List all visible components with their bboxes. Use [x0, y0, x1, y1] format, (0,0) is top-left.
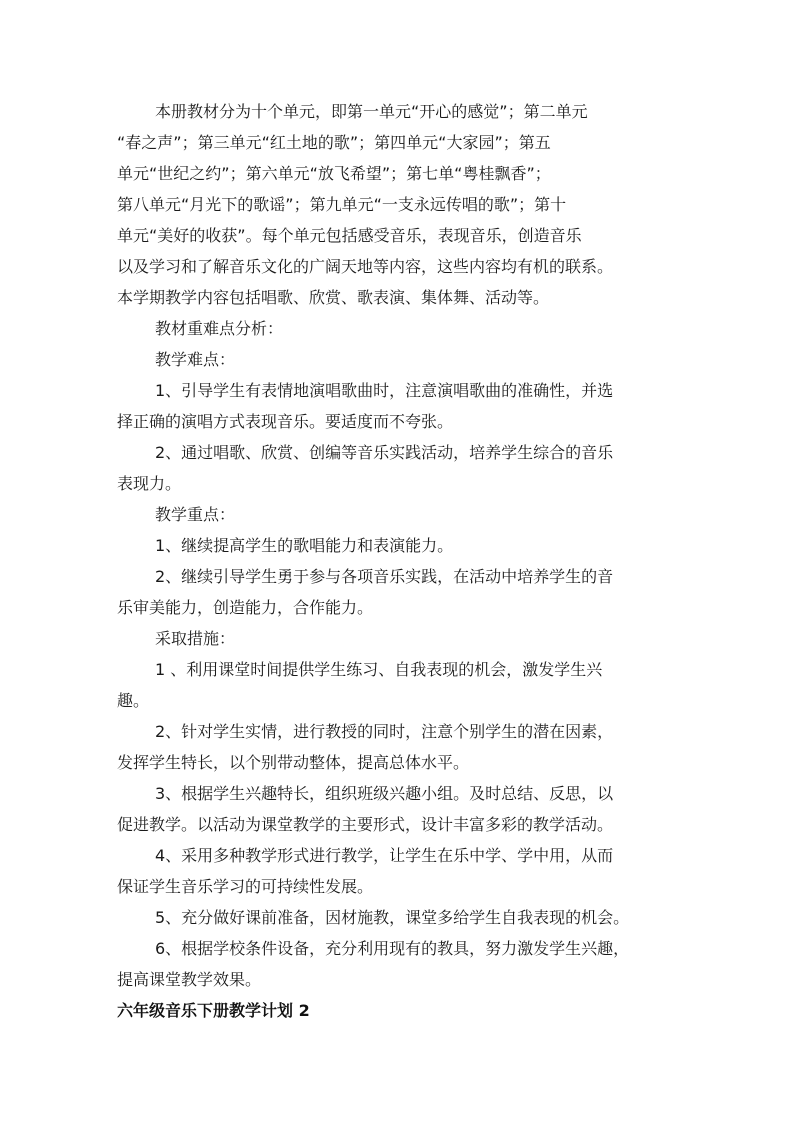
text-line: 发挥学生特长，以个别带动整体，提高总体水平。	[117, 753, 470, 772]
text-line: 提高课堂教学效果。	[117, 970, 262, 989]
text-line: 本学期教学内容包括唱歌、欣赏、歌表演、集体舞、活动等。	[117, 288, 550, 307]
measures-title: 采取措施：	[155, 629, 236, 648]
text-line: 2、针对学生实情，进行教授的同时，注意个别学生的潜在因素，	[155, 722, 614, 741]
text-line: 1、引导学生有表情地演唱歌曲时，注意演唱歌曲的准确性，并选	[155, 381, 614, 400]
text-line: 以及学习和了解音乐文化的广阔天地等内容，这些内容均有机的联系。	[117, 257, 614, 276]
text-line: 保证学生音乐学习的可持续性发展。	[117, 877, 374, 896]
measure-item-3	[117, 778, 683, 840]
difficulty-item-2	[117, 437, 683, 499]
measure-item-5	[117, 902, 683, 933]
difficulty-title: 教学难点：	[155, 350, 236, 369]
text-line: 4、采用多种教学形式进行教学，让学生在乐中学、学中用，从而	[155, 846, 614, 865]
text-line: 促进教学。以活动为课堂教学的主要形式，设计丰富多彩的教学活动。	[117, 815, 614, 834]
text-line: 本册教材分为十个单元，即第一单元“开心的感觉”；第二单元	[155, 102, 588, 121]
analysis-title: 教材重难点分析：	[155, 319, 284, 338]
text-line: 趣。	[117, 691, 150, 710]
text-line: 第八单元“月光下的歌谣”；第九单元“一支永远传唱的歌”；第十	[117, 195, 567, 214]
text-line: 乐审美能力，创造能力，合作能力。	[117, 598, 374, 617]
text-line: 择正确的演唱方式表现音乐。要适度而不夸张。	[117, 412, 454, 431]
difficulty-item-1	[117, 375, 683, 437]
section-heading: 六年级音乐下册教学计划 2	[117, 1001, 310, 1020]
document-body	[117, 96, 683, 1026]
text-line: 6、根据学校条件设备，充分利用现有的教具，努力激发学生兴趣，	[155, 939, 630, 958]
intro-paragraph	[117, 96, 683, 313]
measure-item-6	[117, 933, 683, 995]
key-item-2	[117, 561, 683, 623]
text-line: 3、根据学生兴趣特长，组织班级兴趣小组。及时总结、反思，以	[155, 784, 614, 803]
measure-item-4	[117, 840, 683, 902]
text-line: 单元“美好的收获”。每个单元包括感受音乐，表现音乐，创造音乐	[117, 226, 582, 245]
text-line: 5、充分做好课前准备，因材施教，课堂多给学生自我表现的机会。	[155, 908, 630, 927]
key-title: 教学重点：	[155, 505, 236, 524]
text-line: 1、继续提高学生的歌唱能力和表演能力。	[155, 536, 454, 555]
text-line: 1 、利用课堂时间提供学生练习、自我表现的机会，激发学生兴	[155, 660, 603, 679]
key-item-1	[117, 530, 683, 561]
measure-item-1	[117, 654, 683, 716]
text-line: 2、通过唱歌、欣赏、创编等音乐实践活动，培养学生综合的音乐	[155, 443, 614, 462]
text-line: 表现力。	[117, 474, 182, 493]
measure-item-2	[117, 716, 683, 778]
text-line: 单元“世纪之约”；第六单元“放飞希望”；第七单“粤桂飘香”；	[117, 164, 551, 183]
text-line: “春之声”；第三单元“红土地的歌”；第四单元“大家园”；第五	[117, 133, 551, 152]
text-line: 2、继续引导学生勇于参与各项音乐实践，在活动中培养学生的音	[155, 567, 614, 586]
